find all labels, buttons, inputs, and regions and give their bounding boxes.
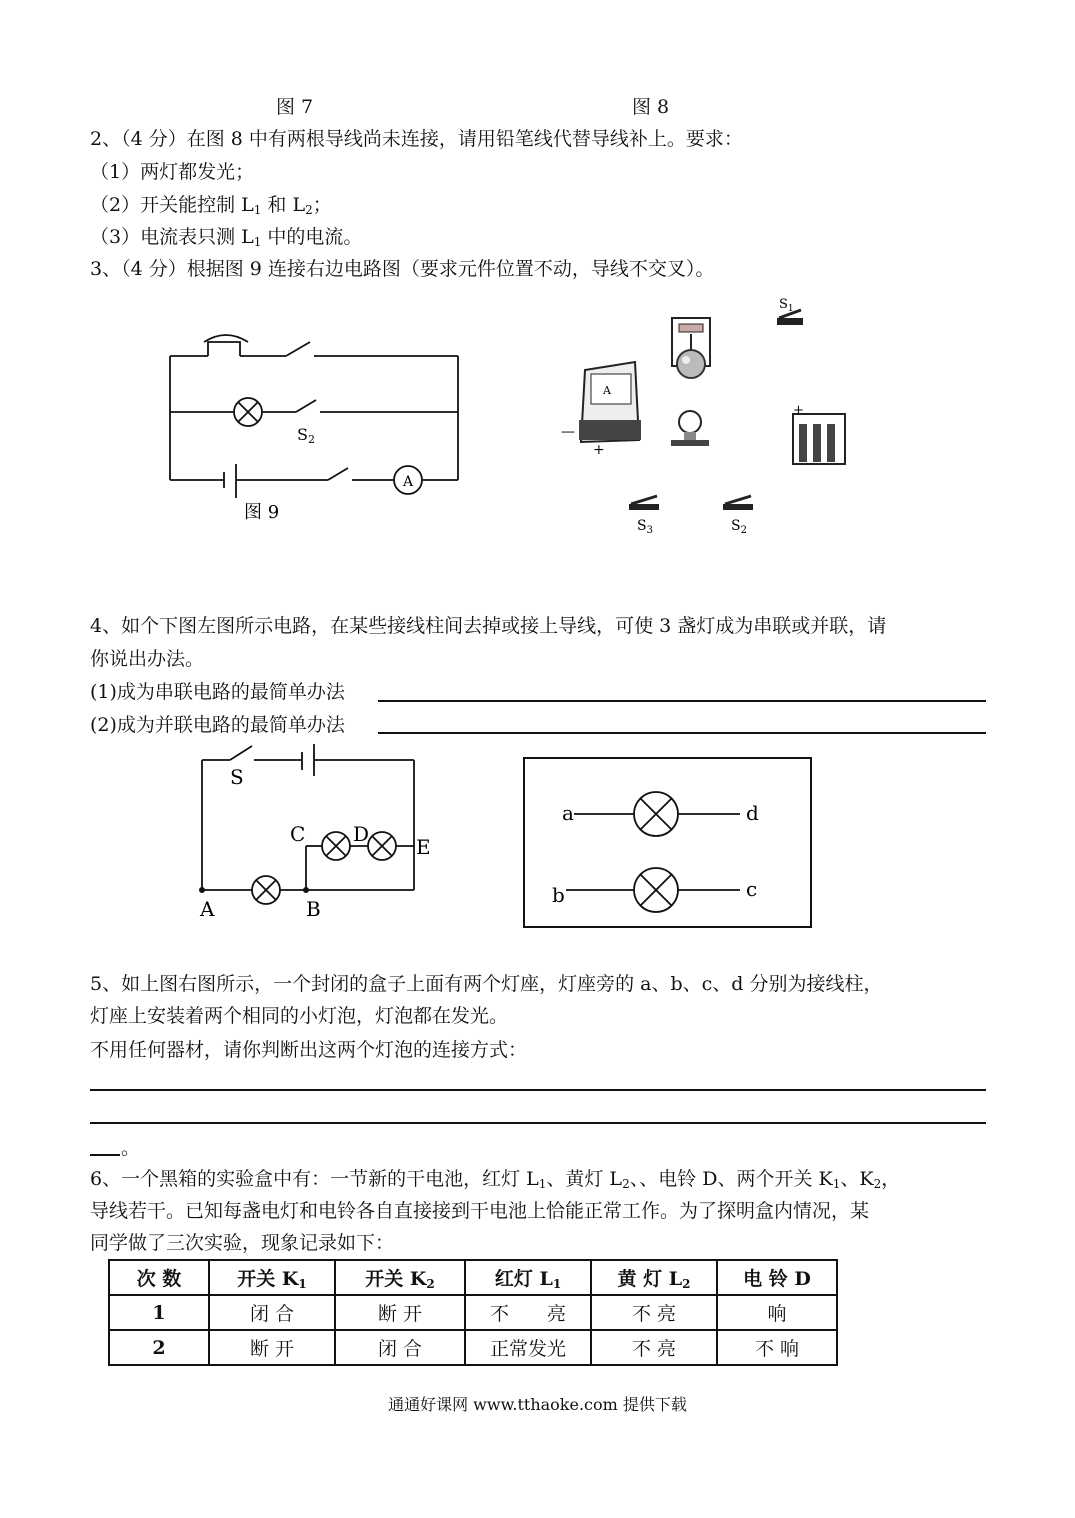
table-header-row bbox=[109, 1260, 837, 1295]
table-cell: 2 bbox=[109, 1330, 209, 1365]
label-B: B bbox=[306, 897, 321, 921]
q3-stem: 3、（4 分）根据图 9 连接右边电路图（要求元件位置不动，导线不交叉）。 bbox=[90, 258, 715, 280]
q4-stem-line1: 4、如个下图左图所示电路，在某些接线柱间去掉或接上导线，可使 3 盏灯成为串联或并联，请 bbox=[90, 615, 887, 637]
header-cell: 红灯 $L_1$ bbox=[465, 1260, 591, 1295]
figure-9-caption: 图 9 bbox=[244, 502, 280, 523]
header-cell: 次 数 bbox=[109, 1260, 209, 1295]
header-cell: 电 铃 D bbox=[717, 1260, 837, 1295]
table-cell: 1 bbox=[109, 1295, 209, 1330]
table-cell: 闭 合 bbox=[209, 1295, 335, 1330]
experiment-table bbox=[108, 1259, 838, 1366]
header-cell: 开关 $K_1$ bbox=[209, 1260, 335, 1295]
q5-answer-blank-2[interactable] bbox=[90, 1122, 986, 1124]
switch-s3-icon bbox=[629, 496, 659, 536]
sealed-box-figure bbox=[522, 756, 814, 930]
q2-req2: （2）开关能控制 $L_1$ 和 $L_2$； bbox=[90, 194, 332, 217]
header-cell: 开关 $K_2$ bbox=[335, 1260, 465, 1295]
terminal-a: a bbox=[562, 801, 574, 825]
fig9-ammeter-label: A bbox=[403, 474, 414, 490]
switch-s2-icon bbox=[723, 496, 753, 536]
q6-line2: 导线若干。已知每盏电灯和电铃各自直接接到干电池上恰能正常工作。为了探明盒内情况，某 bbox=[90, 1200, 870, 1222]
table-cell: 断 开 bbox=[209, 1330, 335, 1365]
q2-req3: （3）电流表只测 $L_1$ 中的电流。 bbox=[90, 226, 363, 249]
label-D: D bbox=[353, 822, 370, 846]
q4-part1: (1)成为串联电路的最简单办法 bbox=[90, 681, 345, 703]
q2-stem: 2、（4 分）在图 8 中有两根导线尚未连接，请用铅笔线代替导线补上。要求： bbox=[90, 128, 743, 150]
table-row bbox=[109, 1295, 837, 1330]
table-cell: 响 bbox=[717, 1295, 837, 1330]
q5-line1: 5、如上图右图所示，一个封闭的盒子上面有两个灯座，灯座旁的 a、b、c、d 分别为接线柱， bbox=[90, 973, 883, 995]
svg-text:S3: $S_3$ bbox=[637, 518, 653, 536]
q4-answer2-blank[interactable] bbox=[378, 732, 986, 734]
svg-text:S1: $S_1$ bbox=[779, 297, 794, 314]
q2-req1: （1）两灯都发光； bbox=[90, 161, 255, 183]
label-E: E bbox=[416, 835, 431, 859]
q5-end-mark: 。 bbox=[121, 1137, 141, 1159]
q4-answer1-blank[interactable] bbox=[378, 700, 986, 702]
page-footer: 通通好课网 www.tthaoke.com 提供下载 bbox=[388, 1395, 687, 1414]
label-S: S bbox=[230, 765, 244, 789]
fig9-s2-label: S2 bbox=[297, 425, 315, 446]
table-row bbox=[109, 1330, 837, 1365]
table-cell: 不 亮 bbox=[465, 1295, 591, 1330]
physical-components bbox=[555, 290, 875, 550]
q5-line3: 不用任何器材，请你判断出这两个灯泡的连接方式： bbox=[90, 1039, 528, 1061]
terminal-b: b bbox=[552, 883, 565, 907]
q6-line3: 同学做了三次实验，现象记录如下： bbox=[90, 1232, 395, 1254]
terminal-d: d bbox=[746, 801, 759, 825]
label-C: C bbox=[290, 822, 306, 846]
q4-part2: (2)成为并联电路的最简单办法 bbox=[90, 714, 345, 736]
table-cell: 不 亮 bbox=[591, 1295, 717, 1330]
label-A: A bbox=[200, 897, 215, 921]
q5-line2: 灯座上安装着两个相同的小灯泡，灯泡都在发光。 bbox=[90, 1005, 509, 1027]
table-cell: 断 开 bbox=[335, 1295, 465, 1330]
q6-line1: 6、一个黑箱的实验盒中有：一节新的干电池，红灯 $L_1$、黄灯 $L_2$、、电铃 D、两个开关 $K_1$、$K_2$， bbox=[90, 1168, 901, 1191]
figure-8-caption: 图 8 bbox=[632, 96, 670, 118]
ammeter-icon bbox=[561, 362, 641, 458]
header-cell: 黄 灯 $L_2$ bbox=[591, 1260, 717, 1295]
q4-stem-line2: 你说出办法。 bbox=[90, 648, 205, 670]
svg-text:+: + bbox=[593, 442, 605, 458]
lamp-network-circuit bbox=[190, 740, 450, 925]
figure-9-circuit bbox=[160, 320, 470, 530]
q5-answer-blank-1[interactable] bbox=[90, 1089, 986, 1091]
svg-text:—: — bbox=[561, 424, 575, 440]
electric-bell-icon bbox=[672, 318, 710, 378]
table-cell: 不 响 bbox=[717, 1330, 837, 1365]
table-cell: 闭 合 bbox=[335, 1330, 465, 1365]
q5-answer-blank-3[interactable] bbox=[90, 1154, 120, 1156]
terminal-c: c bbox=[746, 877, 758, 901]
table-cell: 不 亮 bbox=[591, 1330, 717, 1365]
svg-text:A: A bbox=[603, 384, 611, 397]
battery-icon bbox=[793, 403, 845, 464]
light-bulb-icon bbox=[671, 411, 709, 446]
svg-text:+: + bbox=[793, 403, 804, 418]
switch-s1-icon bbox=[777, 297, 803, 325]
svg-text:S2: $S_2$ bbox=[731, 518, 747, 536]
table-cell: 正常发光 bbox=[465, 1330, 591, 1365]
figure-7-caption: 图 7 bbox=[276, 96, 314, 118]
